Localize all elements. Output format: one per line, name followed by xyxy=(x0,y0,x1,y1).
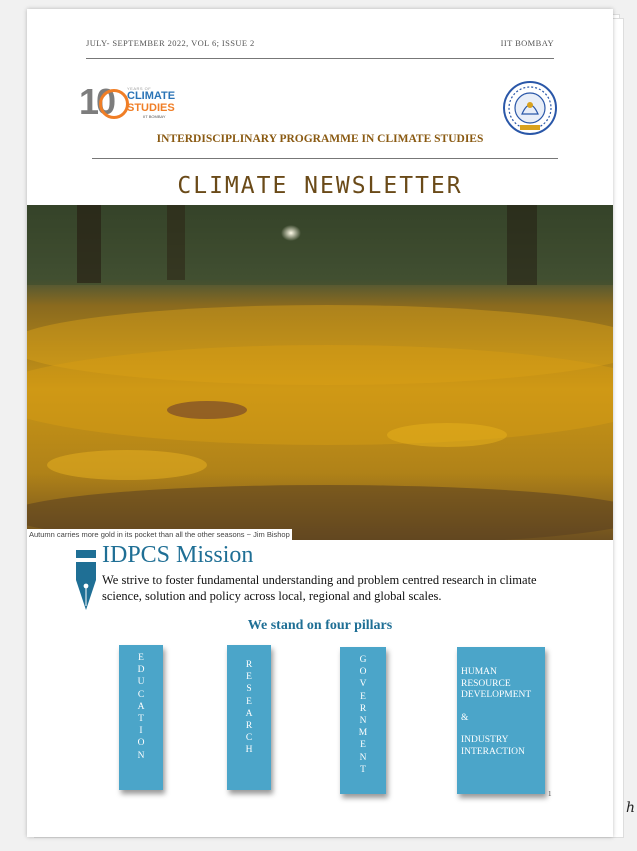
pillar-letter: A xyxy=(245,708,253,719)
newsletter-title: CLIMATE NEWSLETTER xyxy=(177,173,463,199)
logo-subtext: IIT BOMBAY xyxy=(143,114,166,119)
programme-rule xyxy=(92,158,558,159)
pillar-hr-line: DEVELOPMENT xyxy=(461,690,532,700)
pillar-letter: N xyxy=(359,716,367,727)
climate-studies-logo xyxy=(79,83,189,125)
pillar-letter: C xyxy=(137,689,145,700)
pillar-letter: U xyxy=(137,677,145,688)
pillar-hr-amp: & xyxy=(461,712,469,723)
pillar-letter: E xyxy=(360,691,366,702)
pillar-letter: S xyxy=(246,684,252,695)
autumn-photo xyxy=(27,205,613,540)
header-rule xyxy=(86,58,554,59)
institute-header: IIT BOMBAY xyxy=(500,38,554,48)
pillar-hr-line: INDUSTRY xyxy=(461,735,509,745)
pillar-letter: O xyxy=(359,667,367,678)
programme-name: INTERDISCIPLINARY PROGRAMME IN CLIMATE STUDIES xyxy=(156,133,484,145)
pillar-letter: E xyxy=(138,653,144,663)
logo-ring-icon xyxy=(99,89,129,119)
page-number: 1 xyxy=(548,790,552,798)
mission-title: IDPCS Mission xyxy=(102,542,254,568)
pillar-hr-industry xyxy=(457,647,545,794)
pillar-letter: O xyxy=(137,738,145,749)
pillar-hr-line: HUMAN xyxy=(461,667,497,677)
mission-text: We strive to foster fundamental understanding and problem centred research in climate science, solution and policy across local, regional and global scales. xyxy=(102,573,537,603)
photo-caption: Autumn carries more gold in its pocket than all the other seasons ~ Jim Bishop xyxy=(29,530,290,539)
pillar-letter: M xyxy=(358,728,368,739)
pillar-letter: A xyxy=(137,701,145,712)
logo-number: 10 xyxy=(79,81,114,122)
logo-word-studies: STUDIES xyxy=(127,102,175,114)
pen-nib-icon xyxy=(75,550,97,610)
pillars-title: We stand on four pillars xyxy=(247,618,393,633)
pillar-letter: R xyxy=(359,703,367,714)
autumn-flowers-image xyxy=(27,205,613,540)
issue-header: JULY- SEPTEMBER 2022, VOL 6; ISSUE 2 xyxy=(86,38,255,48)
pillar-hr-line: RESOURCE xyxy=(461,678,511,689)
pillar-government xyxy=(340,647,386,794)
pillar-letter: I xyxy=(139,726,143,737)
pillar-letter: N xyxy=(137,750,145,761)
logo-word-climate: CLIMATE xyxy=(127,90,176,102)
pillar-letter: N xyxy=(359,752,367,763)
pillar-letter: V xyxy=(359,679,367,690)
pillar-letter: C xyxy=(245,733,253,744)
pillar-research xyxy=(227,645,271,790)
pillar-letter: T xyxy=(360,764,366,775)
pillar-letter: E xyxy=(246,696,252,707)
pillar-letter: E xyxy=(246,672,252,683)
logo-years-text: YEARS OF xyxy=(127,86,152,91)
newsletter-page xyxy=(27,9,613,837)
pillar-letter: T xyxy=(138,714,144,725)
iit-bombay-seal-icon xyxy=(502,80,558,136)
pillar-letter: R xyxy=(245,721,253,732)
pillar-hr-line: INTERACTION xyxy=(461,746,525,757)
pillar-letter: H xyxy=(245,745,253,756)
pillar-education xyxy=(119,645,163,790)
page-curl-mark: ℎ xyxy=(626,800,636,816)
pillar-letter: D xyxy=(137,665,145,676)
pillar-letter: E xyxy=(360,740,366,751)
pillar-letter: G xyxy=(359,655,367,665)
pillar-letter: R xyxy=(245,660,253,670)
